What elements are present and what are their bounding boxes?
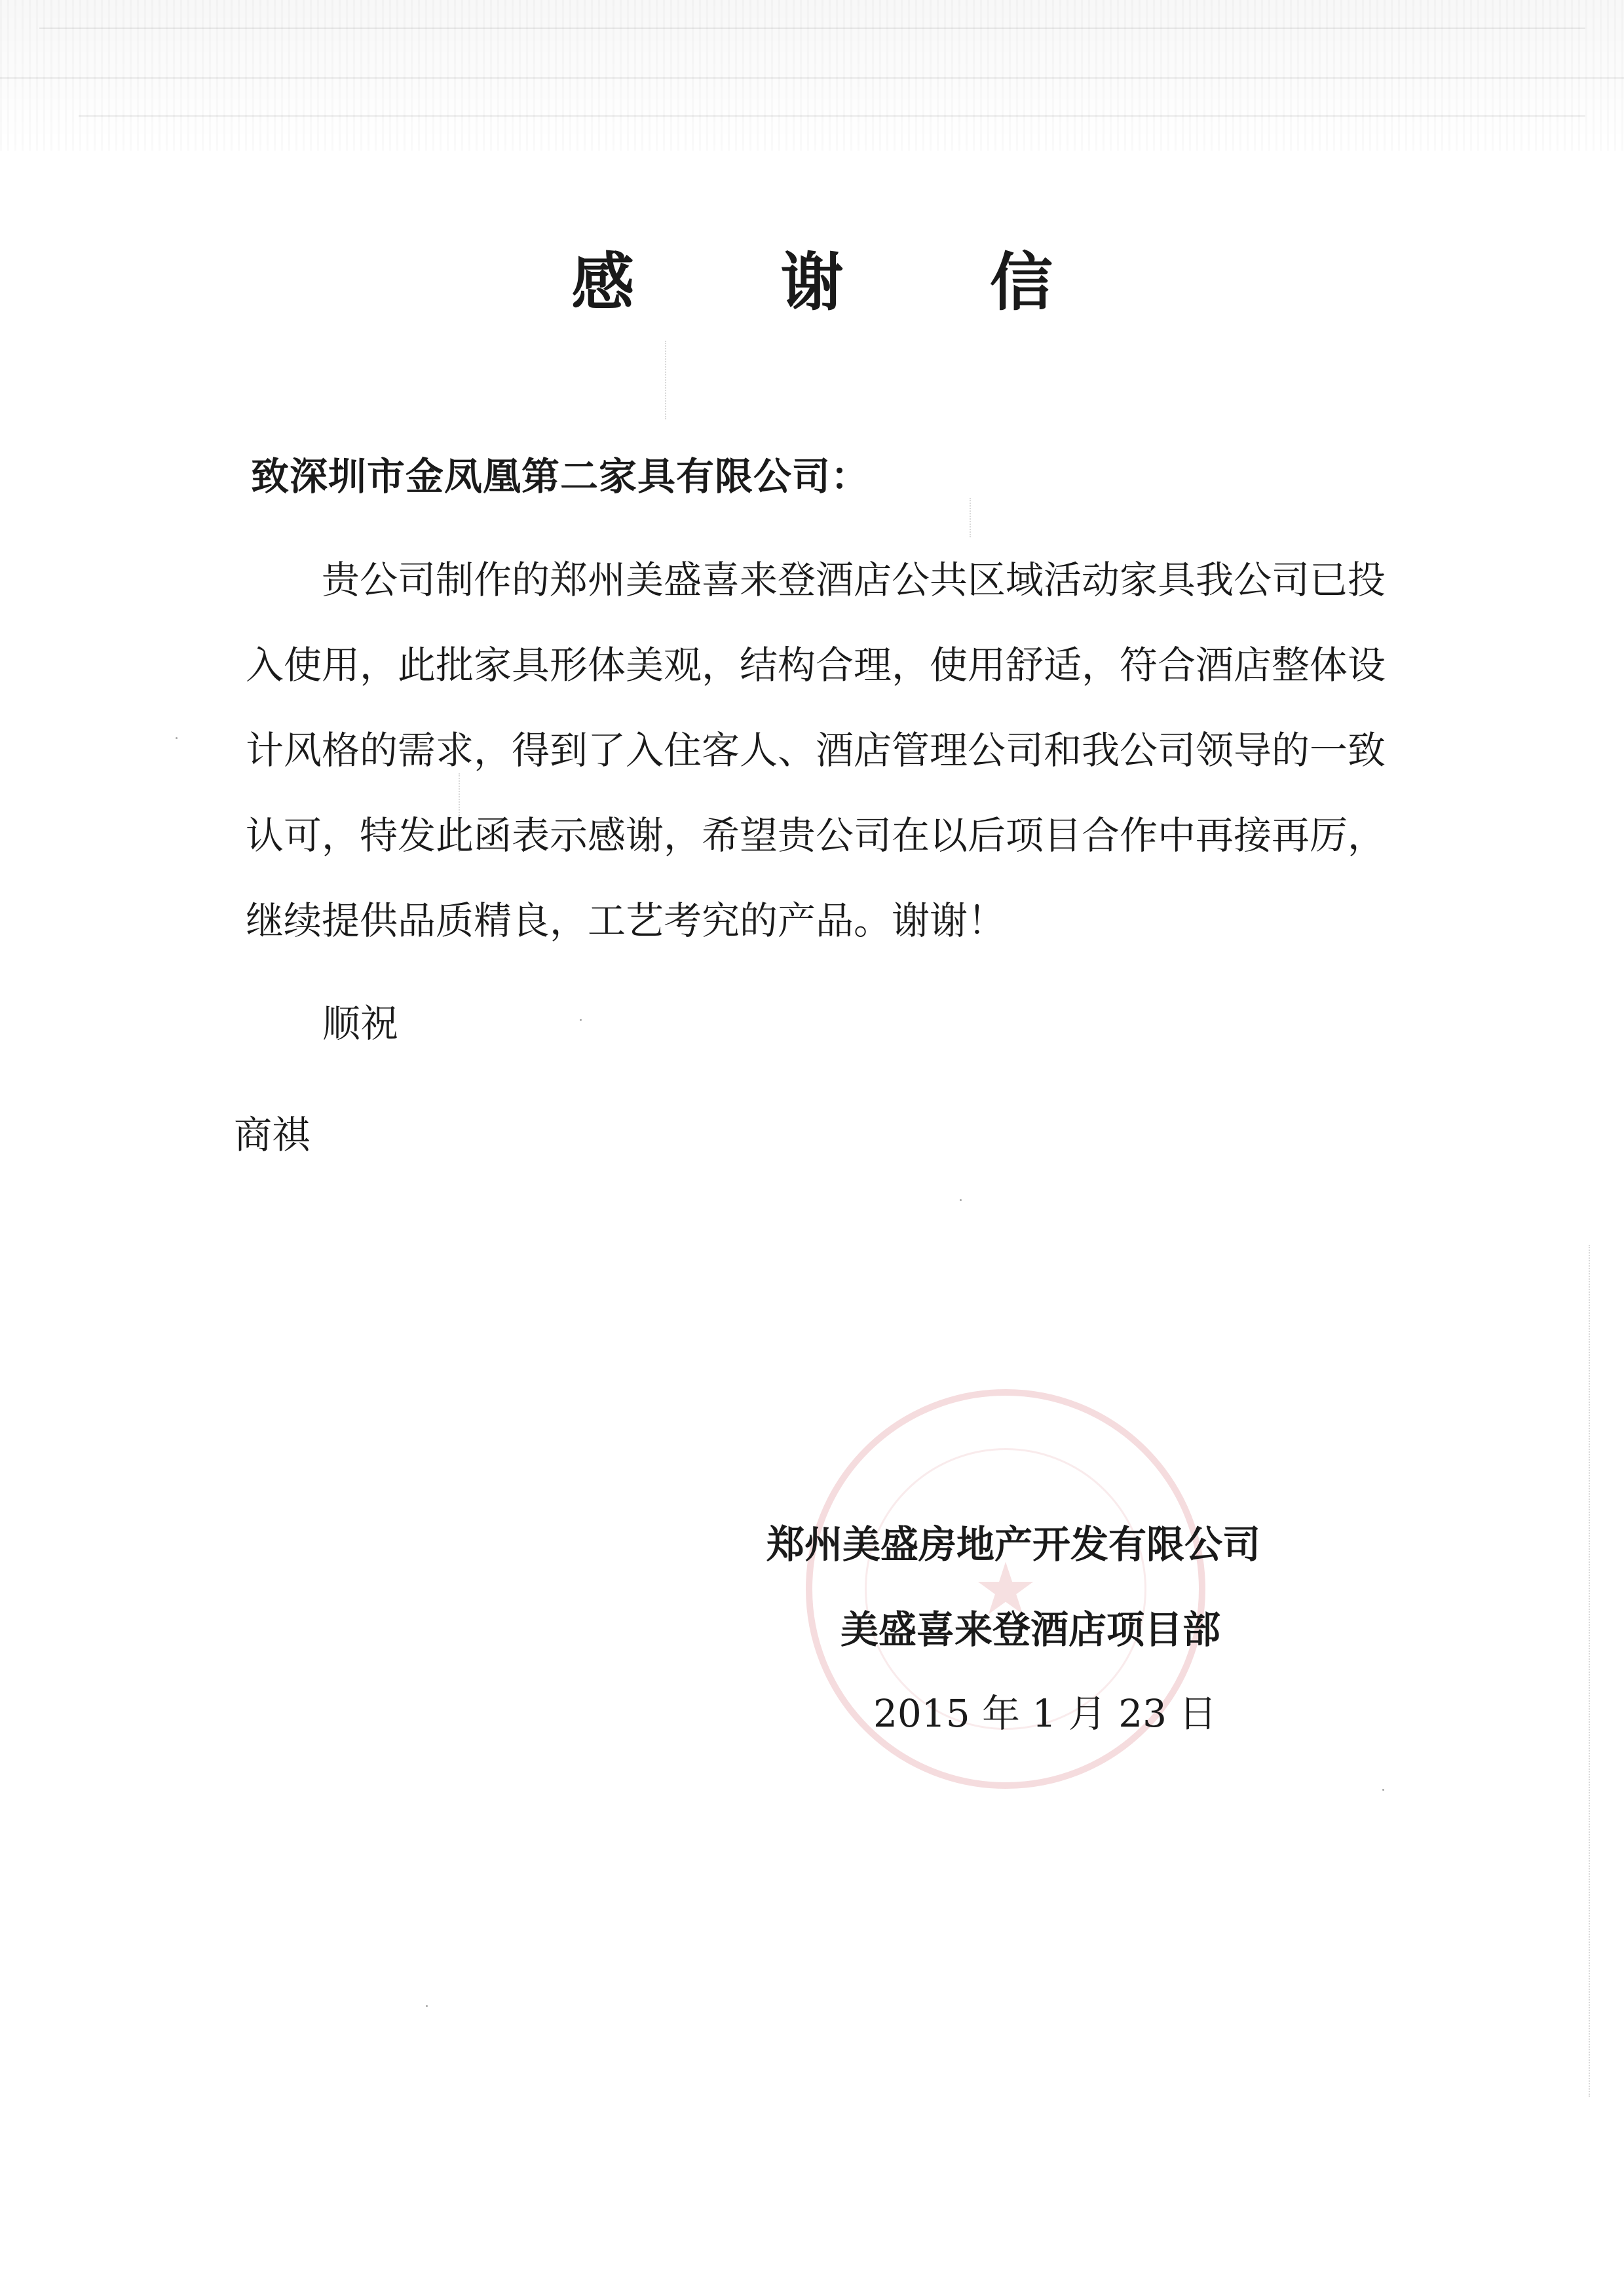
scan-speck bbox=[960, 1199, 962, 1201]
scan-speck bbox=[176, 737, 178, 739]
seal-star-icon: ★ bbox=[973, 1547, 1038, 1631]
scan-artifact-dots bbox=[970, 498, 972, 537]
scan-artifact-dots bbox=[665, 341, 668, 419]
scan-artifact-dots bbox=[1589, 1245, 1591, 2097]
scan-artifact-line bbox=[79, 115, 1585, 117]
letter-title: 感 谢 信 bbox=[571, 246, 1115, 319]
scan-speck bbox=[1382, 1789, 1384, 1791]
signature-date: 2015 年 1 月 23 日 bbox=[873, 1691, 1217, 1736]
scan-noise-band bbox=[0, 0, 1624, 151]
scan-speck bbox=[426, 2005, 428, 2007]
letter-body-paragraph: 贵公司制作的郑州美盛喜来登酒店公共区域活动家具我公司已投入使用，此批家具形体美观，结构合理，使用舒适，符合酒店整体设计风格的需求，得到了入住客人、酒店管理公司和我公司领导的一致认可，特发此函表示感谢，希望贵公司在以后项目合作中再接再厉，继续提供品质精良，工艺考究的产品。谢谢！ bbox=[246, 558, 1386, 943]
letter-closing-greeting: 商祺 bbox=[234, 1113, 311, 1157]
signature-department: 美盛喜来登酒店项目部 bbox=[840, 1607, 1221, 1652]
scan-artifact-line bbox=[0, 77, 1624, 79]
scan-artifact-line bbox=[39, 28, 1585, 29]
signature-company: 郑州美盛房地产开发有限公司 bbox=[766, 1522, 1261, 1567]
scan-speck bbox=[580, 1019, 582, 1021]
letter-closing-wish: 顺祝 bbox=[322, 1001, 399, 1046]
letter-body bbox=[246, 537, 1386, 963]
letter-salutation: 致深圳市金凤凰第二家具有限公司： bbox=[251, 454, 870, 499]
